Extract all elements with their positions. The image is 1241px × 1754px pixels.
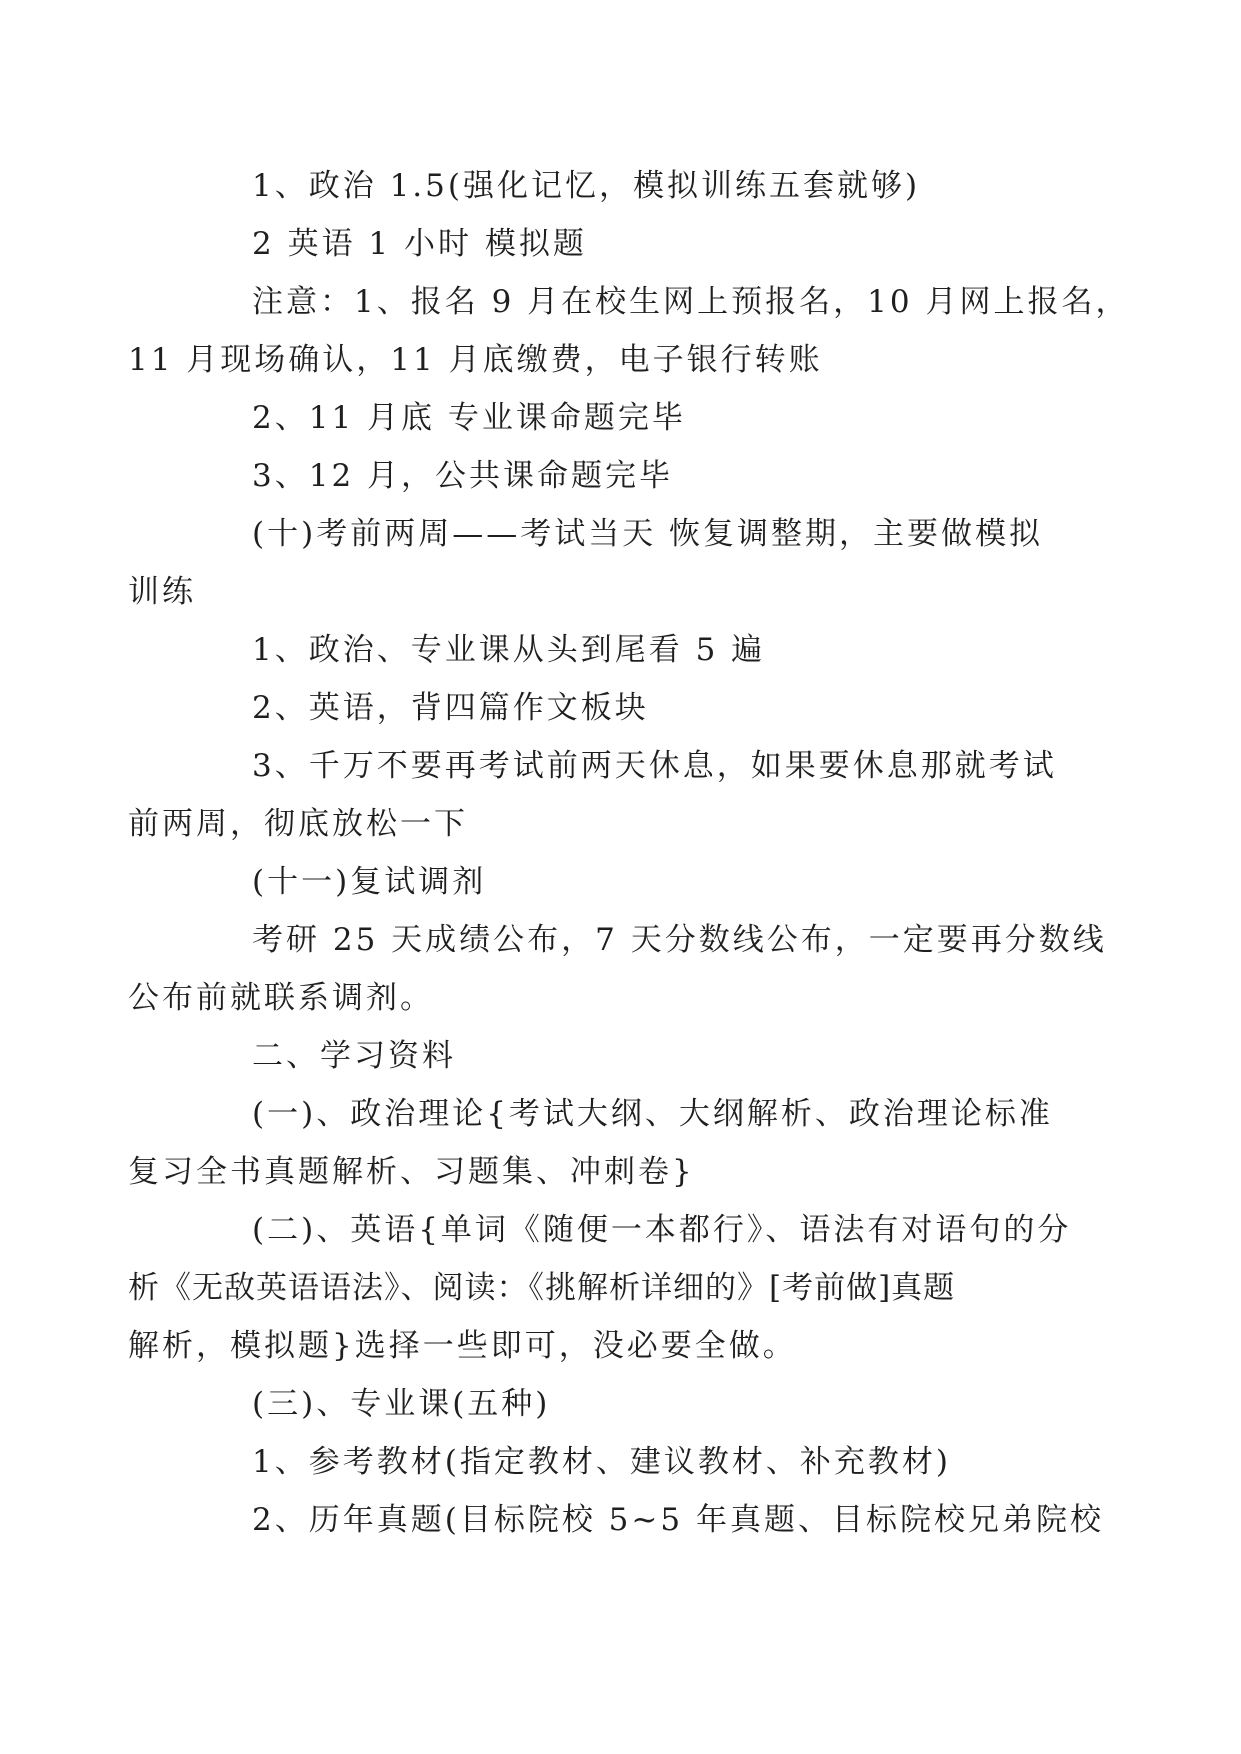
text-line: 解析，模拟题}选择一些即可，没必要全做。 [128, 1328, 797, 1364]
paragraph [190, 1433, 1050, 1491]
text-line: 析《无敌英语语法》、阅读：《挑解析详细的》[考前做]真题 [128, 1270, 956, 1306]
paragraph [128, 911, 1107, 1027]
text-line: (十)考前两周——考试当天 恢复调整期，主要做模拟 [252, 516, 1044, 552]
paragraph [128, 505, 1050, 621]
text-line: 1、参考教材(指定教材、建议教材、补充教材) [252, 1444, 951, 1480]
text-line: 复习全书真题解析、习题集、冲刺卷} [128, 1154, 695, 1190]
text-line: 前两周，彻底放松一下 [128, 806, 468, 842]
paragraph [128, 1085, 1053, 1201]
paragraph [190, 389, 1050, 447]
paragraph [190, 1375, 1050, 1433]
text-line: 注意：1、报名 9 月在校生网上预报名，10 月网上报名， [252, 284, 1130, 320]
paragraph [190, 447, 1050, 505]
paragraph [128, 273, 1130, 389]
section-heading: 二、学习资料 [252, 1038, 456, 1074]
text-line: (一)、政治理论{考试大纲、大纲解析、政治理论标准 [252, 1096, 1053, 1132]
paragraph [190, 621, 1050, 679]
paragraph [128, 1201, 1072, 1375]
paragraph [190, 853, 1050, 911]
text-line: (三)、专业课(五种) [252, 1386, 551, 1422]
paragraph [128, 737, 1057, 853]
text-line: (十一)复试调剂 [252, 864, 487, 900]
text-line: 2、11 月底 专业课命题完毕 [252, 400, 686, 436]
document-body [128, 157, 1130, 1549]
paragraph [190, 1027, 1050, 1085]
text-line: 训练 [128, 574, 196, 610]
text-line: (二)、英语{单词《随便一本都行》、语法有对语句的分 [252, 1212, 1072, 1248]
text-line: 1、政治、专业课从头到尾看 5 遍 [252, 632, 766, 668]
paragraph [190, 1491, 1104, 1549]
text-line: 11 月现场确认，11 月底缴费，电子银行转账 [128, 342, 823, 378]
paragraph [190, 157, 1050, 215]
text-line: 考研 25 天成绩公布，7 天分数线公布，一定要再分数线 [252, 922, 1107, 958]
text-line: 2 英语 1 小时 模拟题 [252, 226, 587, 262]
text-line: 2、历年真题(目标院校 5~5 年真题、目标院校兄弟院校 [252, 1502, 1104, 1538]
text-line: 1、政治 1.5(强化记忆，模拟训练五套就够) [252, 168, 921, 204]
text-line: 3、12 月，公共课命题完毕 [252, 458, 674, 494]
text-line: 3、千万不要再考试前两天休息，如果要休息那就考试 [252, 748, 1057, 784]
paragraph [190, 215, 1050, 273]
paragraph [190, 679, 1050, 737]
text-line: 公布前就联系调剂。 [128, 980, 434, 1016]
text-line: 2、英语，背四篇作文板块 [252, 690, 649, 726]
